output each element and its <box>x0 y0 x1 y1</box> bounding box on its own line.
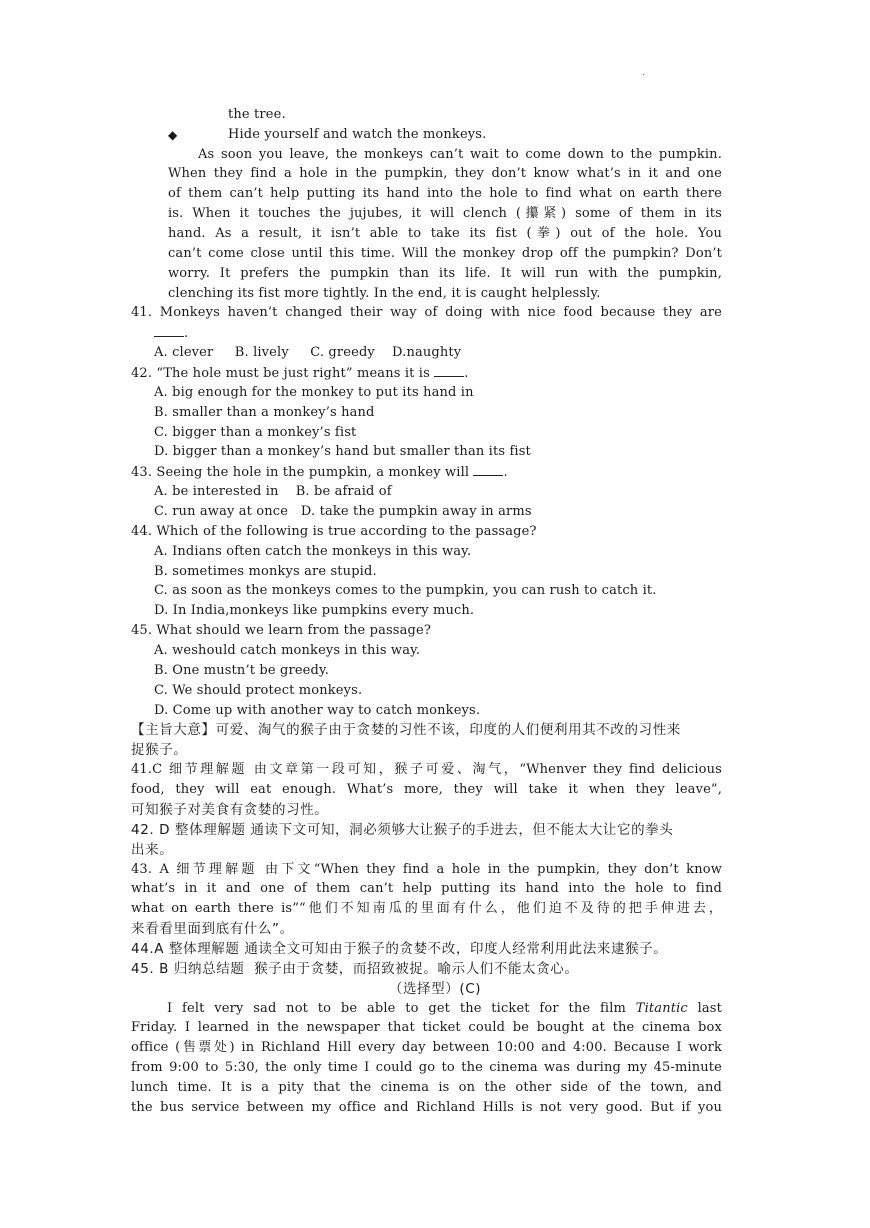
question-44-option: D. In India,monkeys like pumpkins every much. <box>154 603 475 618</box>
passage-line: the bus service between my office and Richland Hills is not very good. But if you <box>131 1100 722 1115</box>
analysis-line: what’s in it and one of them can’t help putting its hand into the hole to find <box>131 881 722 896</box>
passage-line: Friday. I learned in the newspaper that ticket could be bought at the cinema box <box>131 1020 722 1035</box>
passage-line: is. When it touches the jujubes, it will clench (攥紧) some of them in its <box>168 206 722 221</box>
answer-blank <box>434 363 464 377</box>
question-44-option: B. sometimes monkys are stupid. <box>154 564 377 579</box>
answer-blank <box>473 462 503 476</box>
passage-line: from 9:00 to 5:30, the only time I could go to the cinema was during my 45-minute <box>131 1060 722 1075</box>
passage-line: worry. It prefers the pumpkin than its life. It will run with the pumpkin, <box>168 266 722 281</box>
passage-line: office (售票处) in Richland Hill every day between 10:00 and 4:00. Because I work <box>131 1040 722 1055</box>
analysis-line: 出来。 <box>131 842 174 858</box>
question-43-text: 43. Seeing the hole in the pumpkin, a monkey will <box>131 465 474 480</box>
question-42-option: A. big enough for the monkey to put its hand in <box>154 385 474 400</box>
question-42-option: C. bigger than a monkey’s fist <box>154 425 357 440</box>
question-42-tail: . <box>464 366 469 381</box>
question-42-option: B. smaller than a monkey’s hand <box>154 405 375 420</box>
analysis-line: 41.C 细节理解题 由文章第一段可知，猴子可爱、淘气，“Whenver they find delicious <box>131 762 722 777</box>
question-43-tail: . <box>503 465 508 480</box>
question-43-option: C. run away at once D. take the pumpkin away in arms <box>154 504 532 519</box>
passage-line: of them can’t help putting its hand into the hole to find what on earth there <box>168 186 722 201</box>
page-mark: . <box>642 68 645 78</box>
analysis-line: 【主旨大意】可爱、淘气的猴子由于贪婪的习性不该，印度的人们便利用其不改的习性来 <box>131 722 681 738</box>
question-45-stem: 45. What should we learn from the passage? <box>131 623 431 638</box>
question-41-stem: 41. Monkeys haven’t changed their way of doing with nice food because they are <box>131 305 722 320</box>
analysis-line: 可知猴子对美食有贪婪的习性。 <box>131 802 329 818</box>
bullet-icon: ◆ <box>168 128 178 142</box>
question-43-option: A. be interested in B. be afraid of <box>154 484 392 499</box>
analysis-line: what on earth there is”“他们不知南瓜的里面有什么，他们迫不及待的把手伸进去， <box>131 901 722 916</box>
passage-line: clenching its fist more tightly. In the end, it is caught helplessly. <box>168 286 601 301</box>
question-45-option: D. Come up with another way to catch monkeys. <box>154 703 481 718</box>
analysis-line: 捉猴子。 <box>131 742 188 758</box>
question-44-option: A. Indians often catch the monkeys in this way. <box>154 544 472 559</box>
passage-line: the tree. <box>228 107 286 122</box>
question-41-options: A. clever B. lively C. greedy D.naughty <box>154 345 462 360</box>
passage-line: lunch time. It is a pity that the cinema is on the other side of the town, and <box>131 1080 722 1095</box>
analysis-line: food, they will eat enough. What’s more, they will take it when they leave”, <box>131 782 722 797</box>
question-44-stem: 44. Which of the following is true according to the passage? <box>131 524 537 539</box>
question-42-option: D. bigger than a monkey’s hand but smaller than its fist <box>154 444 531 459</box>
question-44-option: C. as soon as the monkeys comes to the pumpkin, you can rush to catch it. <box>154 583 657 598</box>
passage-line: As soon you leave, the monkeys can’t wait to come down to the pumpkin. <box>198 147 722 162</box>
passage-line: hand. As a result, it isn’t able to take its fist (拳) out of the hole. You <box>168 226 722 241</box>
question-45-option: C. We should protect monkeys. <box>154 683 363 698</box>
answer-blank <box>154 323 188 344</box>
analysis-line: 43. A 细节理解题 由下文“When they find a hole in the pumpkin, they don’t know <box>131 862 722 877</box>
analysis-line: 来看看里面到底有什么”。 <box>131 921 294 937</box>
film-title: Titantic <box>635 1001 688 1016</box>
passage-line: I felt very sad not to be able to get the ticket for the film Titantic last <box>167 1001 723 1016</box>
question-43-stem <box>131 462 508 483</box>
analysis-line: 42. D 整体理解题 通读下文可知，洞必须够大让猴子的手进去，但不能太大让它的拳头 <box>131 822 674 838</box>
passage-line: Hide yourself and watch the monkeys. <box>228 127 487 142</box>
question-41-tail: . <box>184 326 189 341</box>
question-42-stem <box>131 363 469 384</box>
analysis-line: 44.A 整体理解题 通读全文可知由于猴子的贪婪不改，印度人经常利用此法来逮猴子。 <box>131 941 668 957</box>
question-45-option: B. One mustn’t be greedy. <box>154 663 330 678</box>
question-42-text: 42. “The hole must be just right” means it is <box>131 366 435 381</box>
passage-line: When they find a hole in the pumpkin, they don’t know what’s in it and one <box>168 166 722 181</box>
question-45-option: A. weshould catch monkeys in this way. <box>154 643 421 658</box>
analysis-line: 45. B 归纳总结题 猴子由于贪婪，而招致被捉。喻示人们不能太贪心。 <box>131 961 579 977</box>
section-title: （选择型）(C) <box>388 981 482 997</box>
passage-line: can’t come close until this time. Will the monkey drop off the pumpkin? Don’t <box>168 246 722 261</box>
